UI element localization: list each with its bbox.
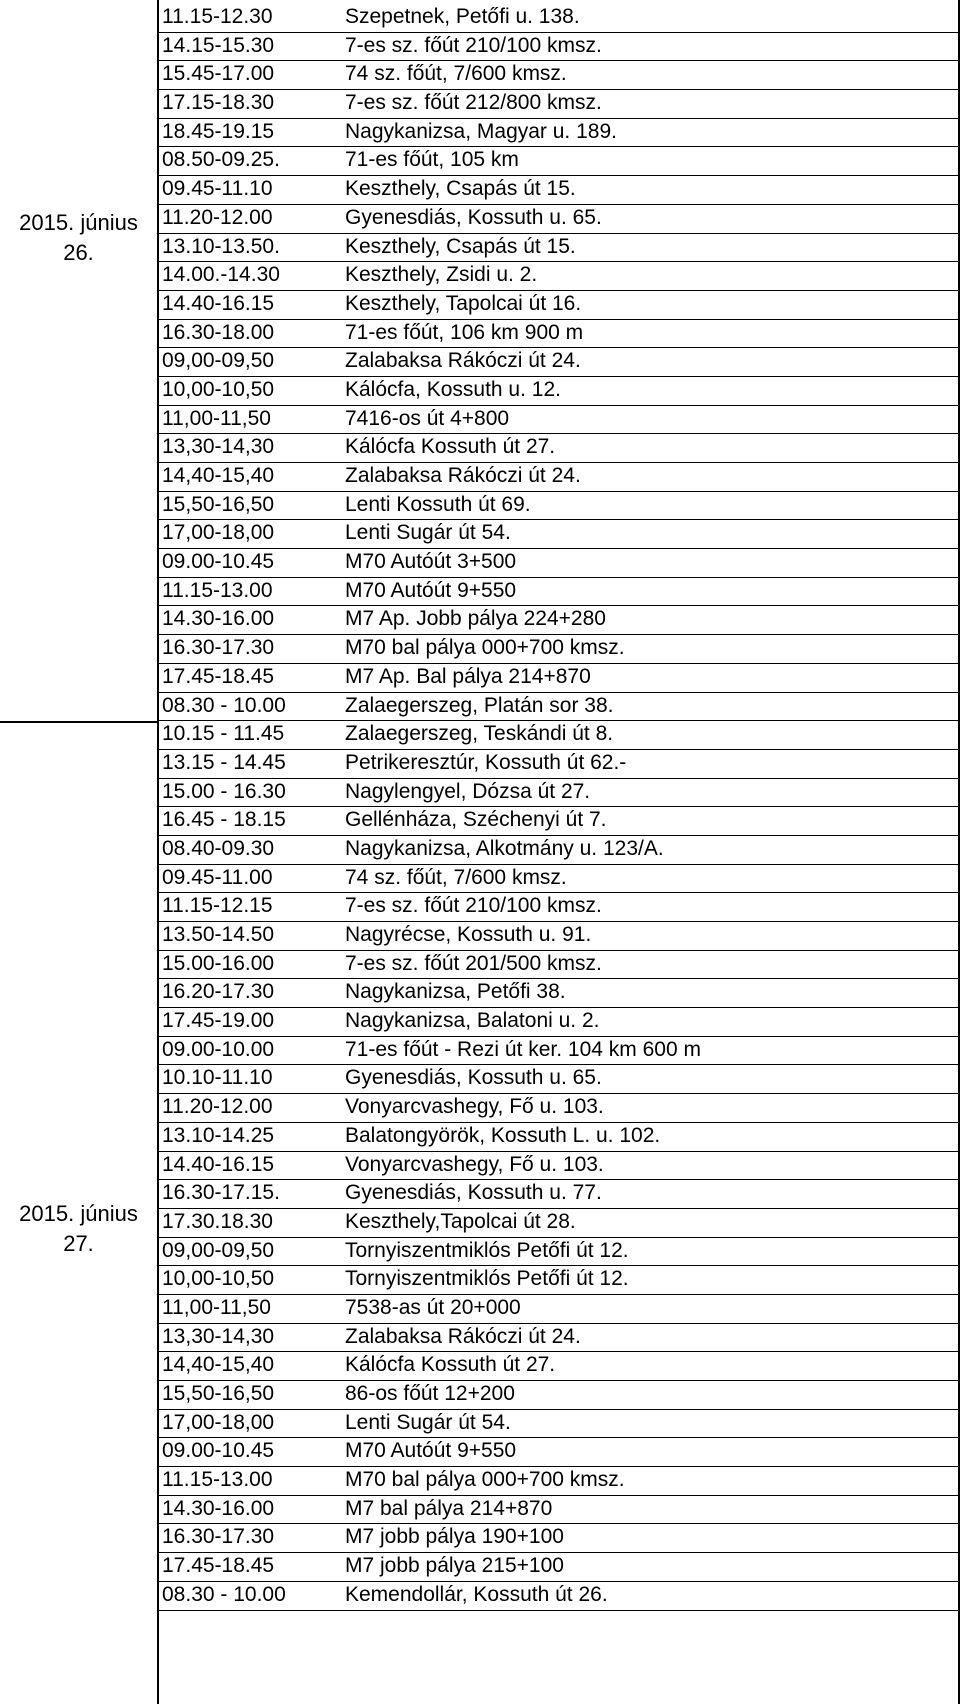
table-row <box>159 893 960 922</box>
time-cell: 10.15 - 11.45 <box>162 722 285 746</box>
location-cell: 7-es sz. főút 201/500 kmsz. <box>345 951 602 975</box>
time-cell: 13.15 - 14.45 <box>162 750 286 774</box>
location-cell: Keszthely, Zsidi u. 2. <box>345 263 538 287</box>
location-cell: M7 Ap. Jobb pálya 224+280 <box>345 607 606 631</box>
location-cell: Nagykanizsa, Balatoni u. 2. <box>345 1009 600 1033</box>
time-cell: 17,00-18,00 <box>162 1410 275 1434</box>
table-row <box>159 779 960 808</box>
location-cell: Zalaegerszeg, Platán sor 38. <box>345 693 614 717</box>
location-cell: Vonyarcvashegy, Fő u. 103. <box>345 1152 604 1176</box>
location-cell: Gyenesdiás, Kossuth u. 65. <box>345 1066 602 1090</box>
time-cell: 15.00 - 16.30 <box>162 779 286 803</box>
table-row <box>159 922 960 951</box>
time-cell: 09.45-11.10 <box>162 177 273 201</box>
time-cell: 13,30-14,30 <box>162 1324 275 1348</box>
location-cell: 74 sz. főút, 7/600 kmsz. <box>345 62 567 86</box>
location-cell: Vonyarcvashegy, Fő u. 103. <box>345 1095 604 1119</box>
table-row <box>159 664 960 693</box>
time-cell: 14.40-16.15 <box>162 291 275 315</box>
table-row <box>159 434 960 463</box>
location-cell: 7-es sz. főút 210/100 kmsz. <box>345 894 602 918</box>
location-cell: M70 Autóút 9+550 <box>345 578 517 602</box>
time-cell: 14,40-15,40 <box>162 1353 275 1377</box>
time-cell: 11.15-13.00 <box>162 1468 273 1492</box>
table-row <box>159 463 960 492</box>
location-cell: Kálócfa Kossuth út 27. <box>345 1353 556 1377</box>
location-cell: Gyenesdiás, Kossuth u. 65. <box>345 205 602 229</box>
time-cell: 17.45-18.45 <box>162 1554 275 1578</box>
date-label <box>0 208 157 268</box>
time-cell: 14,40-15,40 <box>162 464 275 487</box>
location-cell: Kálócfa Kossuth út 27. <box>345 435 556 459</box>
location-cell: Nagykanizsa, Alkotmány u. 123/A. <box>345 836 664 860</box>
date-line-1: 2015. június <box>19 210 138 235</box>
location-cell: Gyenesdiás, Kossuth u. 77. <box>345 1181 602 1205</box>
table-row <box>159 492 960 521</box>
location-cell: Lenti Kossuth út 69. <box>345 492 531 516</box>
time-cell: 18.45-19.15 <box>162 119 275 143</box>
table-row <box>159 1266 960 1295</box>
time-cell: 11.20-12.00 <box>162 205 273 229</box>
table-row <box>159 606 960 635</box>
time-cell: 09.00-10.00 <box>162 1037 275 1061</box>
time-cell: 11.15-13.00 <box>162 578 273 602</box>
table-row <box>159 1467 960 1496</box>
location-cell: Zalabaksa Rákóczi út 24. <box>345 1324 581 1348</box>
location-cell: Petrikeresztúr, Kossuth út 62.- <box>345 750 627 774</box>
location-cell: Lenti Sugár út 54. <box>345 1410 511 1434</box>
location-cell: M7 jobb pálya 215+100 <box>345 1554 564 1578</box>
location-cell: 7-es sz. főút 212/800 kmsz. <box>345 91 602 115</box>
time-cell: 11.15-12.30 <box>162 5 273 28</box>
table-row <box>159 348 960 377</box>
table-row <box>159 1438 960 1467</box>
table-row <box>159 1094 960 1123</box>
time-cell: 17.45-19.00 <box>162 1009 275 1033</box>
location-cell: M70 Autóút 9+550 <box>345 1439 517 1463</box>
location-cell: 7416-os út 4+800 <box>345 406 510 430</box>
time-cell: 15,50-16,50 <box>162 1382 275 1405</box>
table-row <box>159 1381 960 1410</box>
location-cell: M7 jobb pálya 190+100 <box>345 1525 564 1549</box>
location-cell: Keszthely, Tapolcai út 16. <box>345 291 582 315</box>
location-cell: M7 bal pálya 214+870 <box>345 1496 553 1520</box>
time-cell: 16.45 - 18.15 <box>162 808 286 832</box>
table-row <box>159 4 960 33</box>
table-row <box>159 979 960 1008</box>
time-cell: 16.30-18.00 <box>162 320 275 344</box>
location-cell: Kemendollár, Kossuth út 26. <box>345 1582 608 1606</box>
location-cell: Kálócfa, Kossuth u. 12. <box>345 377 561 401</box>
location-cell: Gellénháza, Széchenyi út 7. <box>345 808 607 832</box>
time-cell: 15.00-16.00 <box>162 951 275 975</box>
table-row <box>159 119 960 148</box>
time-cell: 16.30-17.30 <box>162 1525 275 1549</box>
time-cell: 17.30.18.30 <box>162 1209 273 1233</box>
table-row <box>159 807 960 836</box>
time-cell: 17.45-18.45 <box>162 664 275 688</box>
time-cell: 15,50-16,50 <box>162 492 275 516</box>
location-cell: 71-es főút, 105 km <box>345 148 519 172</box>
date-cell-june-26 <box>0 0 159 723</box>
time-cell: 16.30-17.30 <box>162 636 275 660</box>
time-cell: 11.15-12.15 <box>162 894 273 918</box>
table-row <box>159 291 960 320</box>
table-row <box>159 1553 960 1582</box>
time-cell: 11,00-11,50 <box>162 406 271 430</box>
time-cell: 09.45-11.00 <box>162 865 273 889</box>
time-cell: 10,00-10,50 <box>162 1267 275 1291</box>
location-cell: Keszthely,Tapolcai út 28. <box>345 1209 576 1233</box>
time-cell: 11,00-11,50 <box>162 1295 271 1319</box>
location-cell: Nagykanizsa, Magyar u. 189. <box>345 119 617 143</box>
time-cell: 08.50-09.25. <box>162 148 280 172</box>
table-row <box>159 234 960 263</box>
time-cell: 09,00-09,50 <box>162 349 275 373</box>
table-row <box>159 865 960 894</box>
location-cell: Tornyiszentmiklós Petőfi út 12. <box>345 1267 629 1291</box>
table-row <box>159 377 960 406</box>
time-cell: 13.10-14.25 <box>162 1123 275 1147</box>
date-line-2: 26. <box>63 240 94 265</box>
time-cell: 17,00-18,00 <box>162 521 275 545</box>
table-row <box>159 90 960 119</box>
table-row <box>159 1524 960 1553</box>
time-cell: 14.30-16.00 <box>162 1496 275 1520</box>
table-row <box>159 520 960 549</box>
time-cell: 14.30-16.00 <box>162 607 275 631</box>
location-cell: Nagykanizsa, Petőfi 38. <box>345 980 566 1004</box>
time-cell: 15.45-17.00 <box>162 62 275 86</box>
time-cell: 16.20-17.30 <box>162 980 275 1004</box>
time-cell: 13.10-13.50. <box>162 234 280 258</box>
date-line-1: 2015. június <box>19 1201 138 1226</box>
table-row <box>159 750 960 779</box>
time-cell: 08.30 - 10.00 <box>162 693 286 717</box>
location-cell: Zalaegerszeg, Teskándi út 8. <box>345 722 614 746</box>
table-row <box>159 1037 960 1066</box>
time-cell: 16.30-17.15. <box>162 1181 280 1205</box>
table-row <box>159 320 960 349</box>
location-cell: Lenti Sugár út 54. <box>345 521 511 545</box>
location-cell: Nagyrécse, Kossuth u. 91. <box>345 923 592 946</box>
location-cell: 86-os főút 12+200 <box>345 1382 515 1405</box>
table-row <box>159 1295 960 1324</box>
location-cell: 71-es főút - Rezi út ker. 104 km 600 m <box>345 1037 701 1061</box>
time-cell: 14.40-16.15 <box>162 1152 275 1176</box>
location-cell: Zalabaksa Rákóczi út 24. <box>345 349 581 373</box>
table-row <box>159 1352 960 1381</box>
table-row <box>159 1410 960 1439</box>
schedule-rows <box>159 4 960 1611</box>
table-row <box>159 61 960 90</box>
table-row <box>159 951 960 980</box>
location-cell: M70 bal pálya 000+700 kmsz. <box>345 1468 625 1492</box>
time-cell: 14.15-15.30 <box>162 33 275 57</box>
table-row <box>159 721 960 750</box>
table-row <box>159 1065 960 1094</box>
date-line-2: 27. <box>63 1231 94 1256</box>
time-cell: 10.10-11.10 <box>162 1066 273 1090</box>
location-cell: M7 Ap. Bal pálya 214+870 <box>345 664 591 688</box>
table-row <box>159 176 960 205</box>
table-row <box>159 578 960 607</box>
table-row <box>159 1324 960 1353</box>
table-row <box>159 406 960 435</box>
table-row <box>159 147 960 176</box>
time-cell: 10,00-10,50 <box>162 377 275 401</box>
time-cell: 13.50-14.50 <box>162 923 275 946</box>
location-cell: M70 Autóút 3+500 <box>345 550 517 574</box>
table-row <box>159 1008 960 1037</box>
location-cell: Balatongyörök, Kossuth L. u. 102. <box>345 1123 661 1147</box>
location-cell: 74 sz. főút, 7/600 kmsz. <box>345 865 567 889</box>
location-cell: 71-es főút, 106 km 900 m <box>345 320 584 344</box>
location-cell: 7-es sz. főút 210/100 kmsz. <box>345 33 602 57</box>
location-cell: M70 bal pálya 000+700 kmsz. <box>345 636 625 660</box>
table-row <box>159 836 960 865</box>
location-cell: Tornyiszentmiklós Petőfi út 12. <box>345 1238 629 1262</box>
table-row <box>159 635 960 664</box>
table-row <box>159 1180 960 1209</box>
time-cell: 13,30-14,30 <box>162 435 275 459</box>
table-row <box>159 205 960 234</box>
date-cell-june-27 <box>0 723 159 1704</box>
time-cell: 09.00-10.45 <box>162 1439 275 1463</box>
time-cell: 09,00-09,50 <box>162 1238 275 1262</box>
time-cell: 14.00.-14.30 <box>162 263 280 287</box>
location-cell: 7538-as út 20+000 <box>345 1295 521 1319</box>
table-row <box>159 1582 960 1611</box>
table-row <box>159 1209 960 1238</box>
location-cell: Keszthely, Csapás út 15. <box>345 177 576 201</box>
time-cell: 17.15-18.30 <box>162 91 275 115</box>
table-row <box>159 1152 960 1181</box>
location-cell: Zalabaksa Rákóczi út 24. <box>345 464 581 487</box>
location-cell: Nagylengyel, Dózsa út 27. <box>345 779 591 803</box>
date-label <box>0 1199 157 1259</box>
time-cell: 08.30 - 10.00 <box>162 1582 286 1606</box>
location-cell: Szepetnek, Petőfi u. 138. <box>345 5 580 28</box>
table-row <box>159 262 960 291</box>
location-cell: Keszthely, Csapás út 15. <box>345 234 576 258</box>
table-row <box>159 1238 960 1267</box>
time-cell: 11.20-12.00 <box>162 1095 273 1119</box>
table-row <box>159 549 960 578</box>
time-cell: 09.00-10.45 <box>162 550 275 574</box>
table-row <box>159 1123 960 1152</box>
table-row <box>159 693 960 722</box>
table-row <box>159 1496 960 1525</box>
table-row <box>159 33 960 62</box>
time-cell: 08.40-09.30 <box>162 836 275 860</box>
